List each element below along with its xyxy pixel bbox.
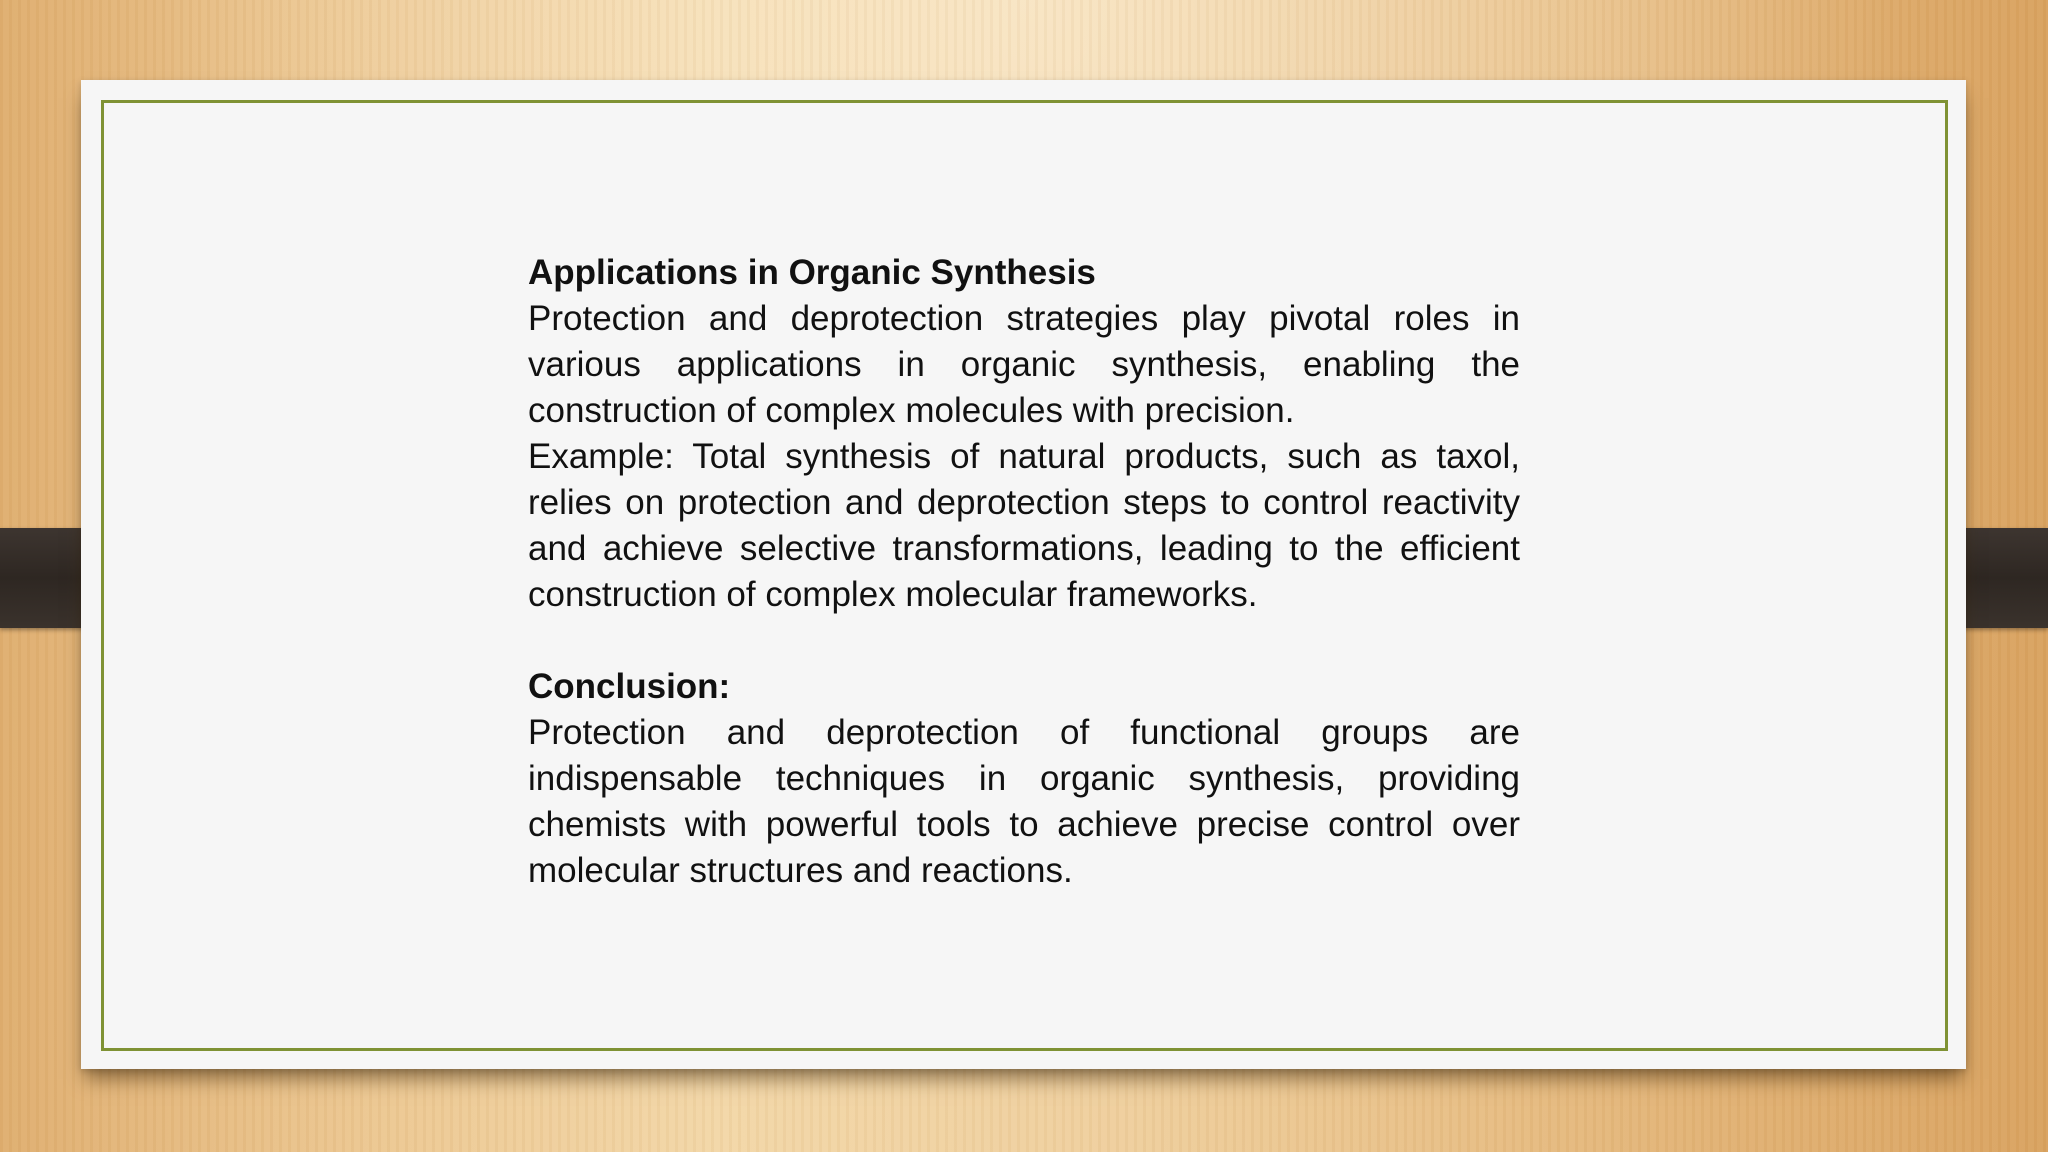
example-paragraph: Example: Total synthesis of natural products, such as taxol, relies on protection and deprotection steps to control reactivity and achieve selective transformations, leading to the efficient construction of complex molecular frameworks. — [528, 437, 1520, 614]
slide-content — [528, 250, 1520, 894]
applications-paragraph: Protection and deprotection strategies play pivotal roles in various applications in organic synthesis, enabling the construction of complex molecules with precision. — [528, 299, 1520, 430]
conclusion-paragraph: Protection and deprotection of functional groups are indispensable techniques in organic synthesis, providing chemists with powerful tools to achieve precise control over molecular structures and reactions. — [528, 713, 1520, 890]
section-heading-applications: Applications in Organic Synthesis — [528, 253, 1096, 292]
section-spacer — [528, 618, 1520, 664]
section-heading-conclusion: Conclusion: — [528, 667, 731, 706]
